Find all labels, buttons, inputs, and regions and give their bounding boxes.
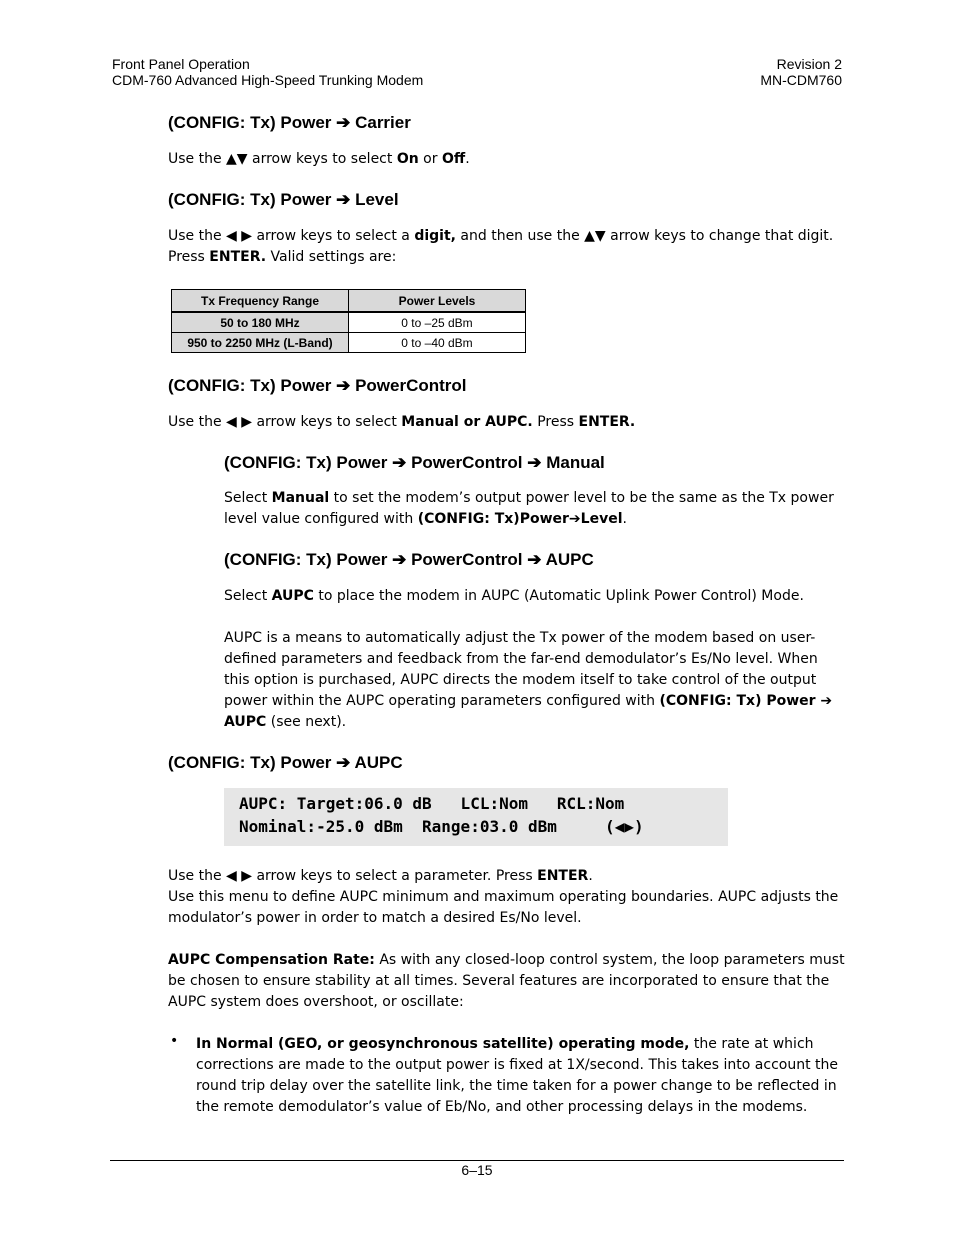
heading-power-level: (CONFIG: Tx) Power ➔ Level xyxy=(168,190,399,209)
bullet-text-line4: the remote demodulator’s value of Eb/No, and other processing delays in the modems. xyxy=(196,1099,808,1115)
table-header-row xyxy=(172,290,526,313)
bold-text: In Normal (GEO, or geosynchronous satellite) operating mode, xyxy=(196,1036,690,1052)
table-row xyxy=(172,312,526,333)
bold-text: ENTER. xyxy=(578,414,636,430)
table-cell-frequency: 50 to 180 MHz xyxy=(172,312,349,333)
text: . xyxy=(622,511,627,527)
bullet-text-line2: corrections are made to the output power is fixed at 1X/second. This takes into account the xyxy=(196,1057,839,1073)
heading-power-carrier: (CONFIG: Tx) Power ➔ Carrier xyxy=(168,113,411,132)
product-title: CDM-760 Advanced High-Speed Trunking Modem xyxy=(112,72,424,88)
paragraph-level-line2 xyxy=(168,247,396,268)
paragraph-select-parameter xyxy=(168,866,593,887)
paragraph-aupc-line3: this option is purchased, AUPC directs the modem itself to take control of the output xyxy=(224,672,817,688)
running-header-right xyxy=(760,56,842,88)
bold-text: AUPC Compensation Rate: xyxy=(168,952,375,968)
text: level value configured with xyxy=(224,511,418,527)
page-number: 6–15 xyxy=(461,1162,493,1178)
manual-number: MN-CDM760 xyxy=(760,72,842,88)
text: or xyxy=(418,151,442,167)
bullet-text-line3: round trip delay over the satellite link, the time taken for a power change to be reflected in xyxy=(196,1078,837,1094)
text: the rate at which xyxy=(689,1036,814,1052)
text: Valid settings are: xyxy=(266,249,397,265)
paragraph-power-control xyxy=(168,412,635,433)
paragraph-define-line1: Use this menu to define AUPC minimum and maximum operating boundaries. AUPC adjusts the xyxy=(168,889,839,905)
paragraph-define-line2: modulator’s power in order to match a desired Es/No level. xyxy=(168,910,582,926)
table-cell-power: 0 to –40 dBm xyxy=(349,333,526,353)
lcd-line-1: AUPC: Target:06.0 dB LCL:Nom RCL:Nom xyxy=(239,794,625,813)
paragraph-comp-rate-line2: be chosen to ensure stability at all times. Several features are incorporated to ensure that the xyxy=(168,973,830,989)
text: . xyxy=(588,868,593,884)
bold-text: (CONFIG: Tx) Power ➔ xyxy=(659,693,833,709)
text: Use the ◀ ▶ arrow keys to select a xyxy=(168,228,415,244)
bold-text: Off xyxy=(441,151,466,167)
text: . xyxy=(465,151,470,167)
bold-text: Manual or AUPC. xyxy=(401,414,533,430)
heading-power-control: (CONFIG: Tx) Power ➔ PowerControl xyxy=(168,376,467,395)
lcd-display xyxy=(224,788,728,846)
table-cell-frequency: 950 to 2250 MHz (L-Band) xyxy=(172,333,349,353)
text: Press xyxy=(532,414,579,430)
text: Use the ▲▼ arrow keys to select xyxy=(168,151,397,167)
col-header-frequency: Tx Frequency Range xyxy=(172,290,349,313)
text: to place the modem in AUPC (Automatic Uplink Power Control) Mode. xyxy=(313,588,804,604)
paragraph-aupc-line5 xyxy=(224,712,346,733)
footer-divider xyxy=(110,1160,844,1161)
paragraph-comp-rate-line3: AUPC system does overshoot, or oscillate: xyxy=(168,994,464,1010)
bold-text: ENTER. xyxy=(209,249,267,265)
paragraph-aupc-line2: defined parameters and feedback from the far-end demodulator’s Es/No level. When xyxy=(224,651,818,667)
running-header-left xyxy=(112,56,423,88)
paragraph-level-line1 xyxy=(168,226,833,247)
text: to set the modem’s output power level to be the same as the Tx power xyxy=(329,490,834,506)
power-levels-table xyxy=(171,289,526,353)
bold-text: ENTER xyxy=(537,868,589,884)
text: (see next). xyxy=(266,714,347,730)
bullet-icon: • xyxy=(170,1033,179,1049)
paragraph-manual-line1 xyxy=(224,488,834,509)
heading-power-aupc: (CONFIG: Tx) Power ➔ AUPC xyxy=(168,753,403,772)
bullet-text-line1 xyxy=(196,1034,814,1055)
chapter-title: Front Panel Operation xyxy=(112,56,250,72)
paragraph-aupc-line1: AUPC is a means to automatically adjust the Tx power of the modem based on user- xyxy=(224,630,816,646)
revision-label: Revision 2 xyxy=(776,56,842,72)
bold-text: AUPC xyxy=(271,588,314,604)
paragraph-carrier xyxy=(168,149,470,170)
heading-power-control-manual: (CONFIG: Tx) Power ➔ PowerControl ➔ Manual xyxy=(224,453,605,472)
paragraph-manual-line2 xyxy=(224,509,627,530)
table-cell-power: 0 to –25 dBm xyxy=(349,312,526,333)
bold-text: digit, xyxy=(414,228,456,244)
bold-text: On xyxy=(396,151,419,167)
text: power within the AUPC operating parameters configured with xyxy=(224,693,660,709)
paragraph-comp-rate-line1 xyxy=(168,950,845,971)
paragraph-aupc-line4 xyxy=(224,691,832,712)
table-row xyxy=(172,333,526,353)
text: Use the ◀ ▶ arrow keys to select a parameter. Press xyxy=(168,868,538,884)
text: Use the ◀ ▶ arrow keys to select xyxy=(168,414,402,430)
paragraph-aupc-select xyxy=(224,586,804,607)
text: and then use the ▲▼ arrow keys to change that digit. xyxy=(455,228,834,244)
lcd-line-2: Nominal:-25.0 dBm Range:03.0 dBm (◀▶) xyxy=(239,817,644,836)
text: Select xyxy=(224,490,272,506)
bold-text: (CONFIG: Tx)Power➔Level xyxy=(417,511,623,527)
text: Press xyxy=(168,249,210,265)
bold-text: AUPC xyxy=(224,714,267,730)
heading-power-control-aupc: (CONFIG: Tx) Power ➔ PowerControl ➔ AUPC xyxy=(224,550,594,569)
col-header-power: Power Levels xyxy=(349,290,526,313)
text: Select xyxy=(224,588,272,604)
bold-text: Manual xyxy=(271,490,330,506)
text: As with any closed-loop control system, the loop parameters must xyxy=(374,952,845,968)
